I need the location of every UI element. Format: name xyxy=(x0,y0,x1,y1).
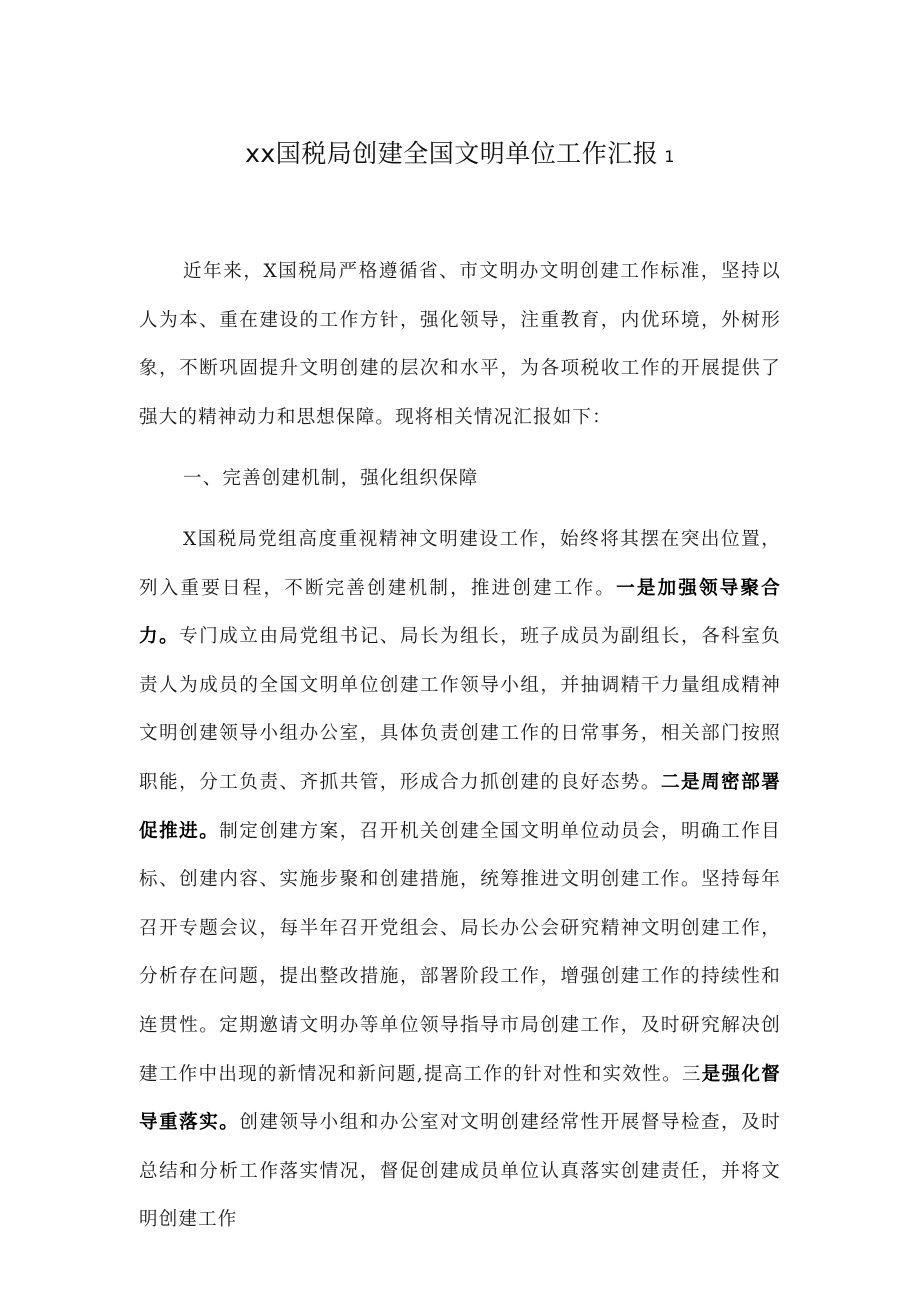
point-3-prefix: 三 xyxy=(681,1063,702,1085)
point-1-text: 专门成立由局党组书记、局长为组长，班子成员为副组长，各科室负责人为成员的全国文明单位创建工作领导小组，并抽调精干力量组成精神文明创建领导小组办公室，具体负责创建工作的日常事务，相关部门按照职能，分工负责、齐抓共管，形成合力抓创建的良好态势。 xyxy=(139,626,781,793)
point-3-text: 创建领导小组和办公室对文明创建经常性开展督导检查，及时总结和分析工作落实情况，督促创建成员单位认真落实创建责任，并将文明创建工作 xyxy=(139,1112,781,1231)
point-2-label: 二是周密部署促推进。 xyxy=(139,771,782,842)
point-1-label: 一是加强领导聚合力。 xyxy=(139,577,781,648)
title-suffix: 1 xyxy=(664,147,675,166)
document-title xyxy=(0,136,920,175)
point-2-text: 制定创建方案，召开机关创建全国文明单位动员会，明确工作目标、创建内容、实施步聚和创建措施，统筹推进文明创建工作。坚持每年召开专题会议，每半年召开党组会、局长办公会研究精神文明创建工作，分析存在问题，提出整改措施，部署阶段工作，增强创建工作的持续性和连贯性。定期邀请文明办等单位领导指导市局创建工作，及时研究解决创建工作中出现的新情况和新问题,提高工作的针对性和实效性。 xyxy=(139,820,781,1085)
paragraph-intro: X国税局党组高度重视精神文明建设工作，始终将其摆在突出位置，列入重要日程，不断完善创建机制，推进创建工作。 xyxy=(139,529,781,599)
title-text: xx国税局创建全国文明单位工作汇报 xyxy=(245,139,659,168)
point-3-label: 是强化督导重落实。 xyxy=(139,1063,781,1134)
intro-paragraph: 近年来，X国税局严格遵循省、市文明办文明创建工作标准，坚持以人为本、重在建设的工作方针，强化领导，注重教育，内优环境，外树形象，不断巩固提升文明创建的层次和水平，为各项税收工作的开展提供了强大的精神动力和思想保障。现将相关情况汇报如下： xyxy=(139,261,781,428)
section-1-paragraph xyxy=(139,516,781,1245)
section-heading-1: 一、完善创建机制，强化组织保障 xyxy=(183,468,479,489)
